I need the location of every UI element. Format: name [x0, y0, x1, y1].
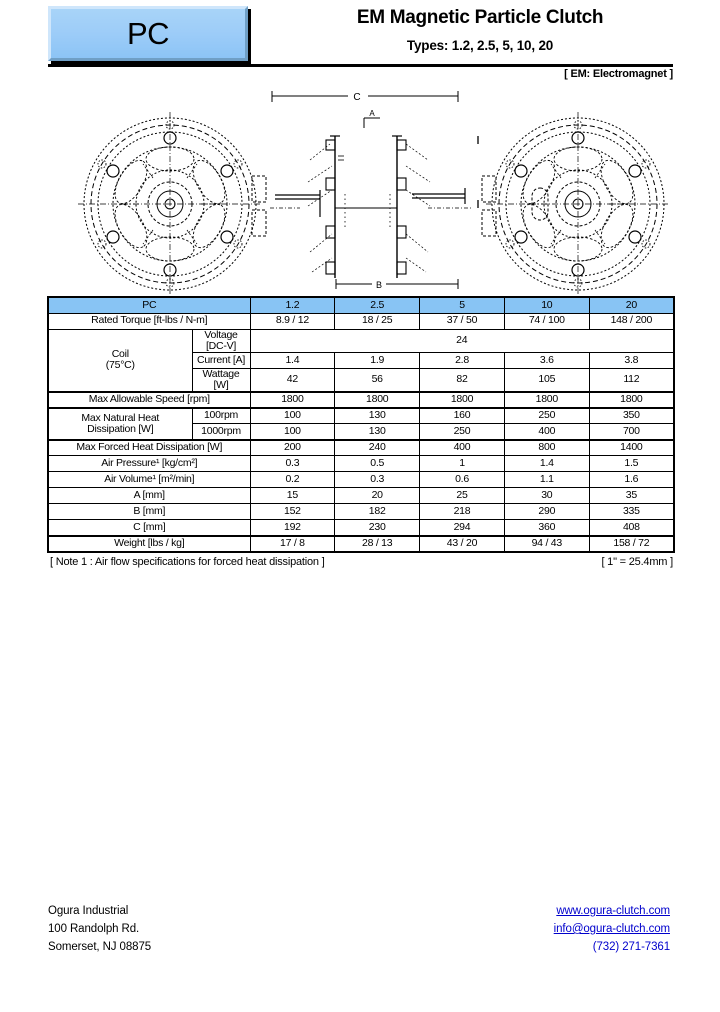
row-label: Air Volume¹ [m²/min]: [48, 472, 250, 488]
website-link[interactable]: www.ogura-clutch.com: [556, 905, 670, 917]
cell-value: 400: [420, 440, 505, 456]
cell-value: 1800: [250, 392, 335, 408]
row-label: C [mm]: [48, 520, 250, 536]
cell-value: 250: [420, 424, 505, 440]
row-label: Rated Torque [ft-lbs / N-m]: [48, 313, 250, 329]
cell-value: 0.3: [250, 456, 335, 472]
right-face-view: [482, 112, 670, 294]
table-row-air-volume: [48, 472, 674, 488]
table-row-forced-heat: [48, 440, 674, 456]
cell-value: 43 / 20: [420, 536, 505, 552]
cell-value: 15: [250, 488, 335, 504]
cell-value: 800: [504, 440, 589, 456]
cell-value: 94 / 43: [504, 536, 589, 552]
cell-value: 3.8: [589, 352, 674, 368]
company-street: 100 Randolph Rd.: [48, 923, 140, 935]
heat-label-line2: Dissipation [W]: [87, 422, 154, 435]
note-1: [ Note 1 : Air flow specifications for forced heat dissipation ]: [50, 556, 325, 568]
cell-value: 42: [250, 368, 335, 392]
row-sub-label: 100rpm: [192, 408, 250, 424]
cell-value: 112: [589, 368, 674, 392]
technical-drawing-area: [0, 82, 720, 294]
cell-value: 240: [335, 440, 420, 456]
page-subtitle: Types: 1.2, 2.5, 5, 10, 20: [406, 38, 554, 53]
cell-value: 250: [504, 408, 589, 424]
table-row-dim-c: [48, 520, 674, 536]
cell-value: 25: [420, 488, 505, 504]
cell-value: 8.9 / 12: [250, 313, 335, 329]
pc-logo-label: PC: [126, 15, 170, 51]
cell-value: 335: [589, 504, 674, 520]
cell-value: 56: [335, 368, 420, 392]
table-row-rated-torque: [48, 313, 674, 329]
cell-value: 17 / 8: [250, 536, 335, 552]
cell-value: 0.2: [250, 472, 335, 488]
cell-value: 360: [504, 520, 589, 536]
cell-value: 350: [589, 408, 674, 424]
column-header-2: 2.5: [335, 297, 420, 313]
company-city: Somerset, NJ 08875: [48, 941, 152, 953]
column-header-5: 20: [589, 297, 674, 313]
cell-value: 2.8: [420, 352, 505, 368]
footer-address: [48, 902, 151, 956]
unit-conversion-note: [ 1" = 25.4mm ]: [601, 556, 673, 568]
cell-value: 1: [420, 456, 505, 472]
row-label: A [mm]: [48, 488, 250, 504]
table-row-air-pressure: [48, 456, 674, 472]
cell-value: 408: [589, 520, 674, 536]
cell-value: 1400: [589, 440, 674, 456]
cell-value: 158 / 72: [589, 536, 674, 552]
cell-value: 700: [589, 424, 674, 440]
center-section-view: [270, 91, 478, 290]
cell-value: 0.3: [335, 472, 420, 488]
table-row-max-speed: [48, 392, 674, 408]
cell-value: 100: [250, 424, 335, 440]
cell-value: 1800: [335, 392, 420, 408]
footer-contact: [554, 902, 670, 956]
cell-value: 152: [250, 504, 335, 520]
cell-value: 1.4: [504, 456, 589, 472]
cell-value: 0.5: [335, 456, 420, 472]
dim-c-label: C: [353, 92, 361, 103]
coil-label-line1: Coil: [111, 348, 129, 361]
page-header: [0, 0, 720, 90]
header-divider: [48, 64, 673, 67]
row-sub-label: Wattage [W]: [192, 368, 250, 392]
cell-value: 1.4: [250, 352, 335, 368]
column-header-4: 10: [504, 297, 589, 313]
phone-number: (732) 271-7361: [592, 941, 670, 953]
cell-value: 20: [335, 488, 420, 504]
row-group-label-coil: [48, 329, 192, 392]
row-label: Weight [lbs / kg]: [48, 536, 250, 552]
cell-value: 37 / 50: [420, 313, 505, 329]
row-label: Max Allowable Speed [rpm]: [48, 392, 250, 408]
column-header-1: 1.2: [250, 297, 335, 313]
row-sub-label: Current [A]: [192, 352, 250, 368]
cell-value: 28 / 13: [335, 536, 420, 552]
table-header-row: [48, 297, 674, 313]
cell-value: 130: [335, 424, 420, 440]
row-sub-label: Voltage [DC-V]: [192, 329, 250, 352]
table-row-weight: [48, 536, 674, 552]
cell-value: 35: [589, 488, 674, 504]
cell-value: 1800: [589, 392, 674, 408]
cell-value: 30: [504, 488, 589, 504]
email-link[interactable]: info@ogura-clutch.com: [553, 923, 670, 935]
dim-a-label: A: [369, 109, 375, 118]
cell-value: 130: [335, 408, 420, 424]
cell-value-voltage-all: 24: [250, 329, 674, 352]
cell-value: 0.6: [420, 472, 505, 488]
em-legend-note: [ EM: Electromagnet ]: [564, 68, 673, 80]
row-group-label-natural-heat: [48, 408, 192, 440]
cell-value: 218: [420, 504, 505, 520]
cell-value: 290: [504, 504, 589, 520]
row-label: Air Pressure¹ [kg/cm²]: [48, 456, 250, 472]
dim-b-label: B: [375, 280, 383, 290]
table-row-coil-voltage: [48, 329, 674, 352]
cell-value: 1800: [420, 392, 505, 408]
cell-value: 230: [335, 520, 420, 536]
cell-value: 160: [420, 408, 505, 424]
cell-value: 1800: [504, 392, 589, 408]
clutch-drawing-svg: [0, 82, 720, 294]
cell-value: 1.5: [589, 456, 674, 472]
table-row-dim-a: [48, 488, 674, 504]
cell-value: 3.6: [504, 352, 589, 368]
cell-value: 1.9: [335, 352, 420, 368]
cell-value: 105: [504, 368, 589, 392]
cell-value: 148 / 200: [589, 313, 674, 329]
cell-value: 18 / 25: [335, 313, 420, 329]
left-face-view: [78, 112, 266, 294]
cell-value: 200: [250, 440, 335, 456]
specifications-table: [47, 296, 675, 553]
cell-value: 82: [420, 368, 505, 392]
row-label: B [mm]: [48, 504, 250, 520]
cell-value: 1.1: [504, 472, 589, 488]
company-name: Ogura Industrial: [48, 905, 129, 917]
cell-value: 182: [335, 504, 420, 520]
page-footer: [0, 902, 720, 972]
cell-value: 400: [504, 424, 589, 440]
pc-logo-box: [48, 6, 248, 61]
column-header-3: 5: [420, 297, 505, 313]
page-title: EM Magnetic Particle Clutch: [356, 7, 604, 28]
coil-label-line2: (75°C): [105, 359, 135, 372]
cell-value: 74 / 100: [504, 313, 589, 329]
row-sub-label: 1000rpm: [192, 424, 250, 440]
heat-label-line1: Max Natural Heat: [81, 411, 160, 424]
cell-value: 192: [250, 520, 335, 536]
notes-row: [50, 556, 673, 568]
row-label: Max Forced Heat Dissipation [W]: [48, 440, 250, 456]
table-corner-label: PC: [48, 297, 250, 313]
table-row-dim-b: [48, 504, 674, 520]
table-row-natural-heat-100: [48, 408, 674, 424]
cell-value: 100: [250, 408, 335, 424]
cell-value: 294: [420, 520, 505, 536]
cell-value: 1.6: [589, 472, 674, 488]
